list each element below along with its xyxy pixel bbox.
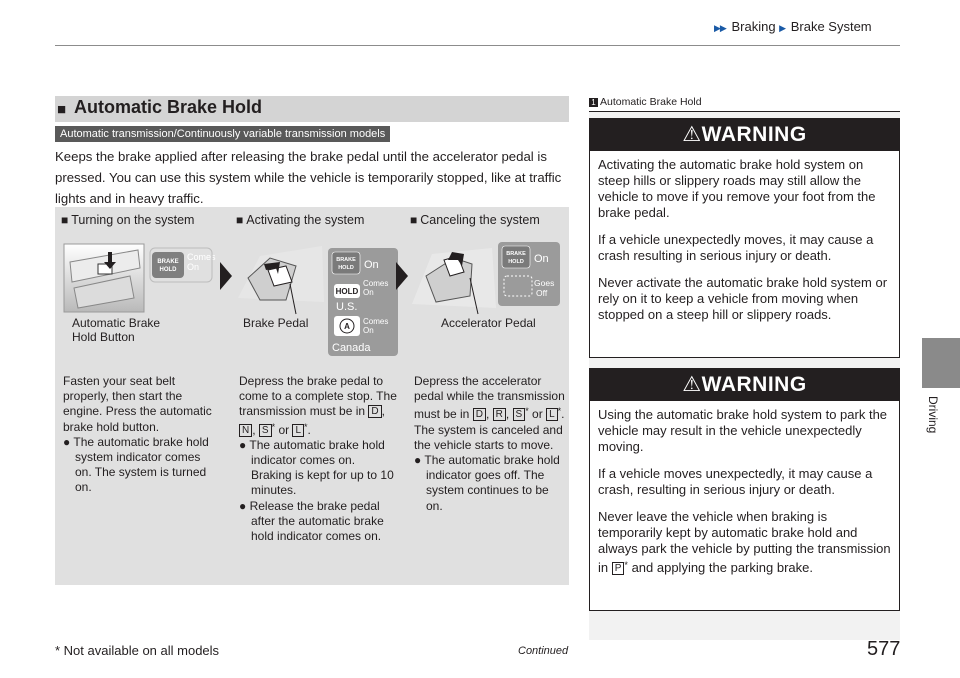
square-bullet-icon: ■ xyxy=(61,213,69,227)
breadcrumb-braking[interactable]: Braking xyxy=(731,19,776,34)
brake-hold-indicator-icon xyxy=(152,252,184,278)
gear-l-key: L xyxy=(292,424,304,437)
gear-r-key: R xyxy=(493,408,506,421)
reference-icon: 1 xyxy=(589,98,598,107)
col1-heading: ■ Turning on the system xyxy=(61,213,195,227)
section-title-bar xyxy=(55,96,569,122)
warning-triangle-icon: ⚠ xyxy=(682,373,702,396)
col1-text: Fasten your seat belt properly, then start the engine. Press the automatic brake hold button. ● The automatic brake hold system indicator comes on. The system is turned on. xyxy=(63,374,212,495)
gear-s-key: S xyxy=(513,408,526,421)
square-bullet-icon: ■ xyxy=(410,213,418,227)
warning-text: Using the automatic brake hold system to park the vehicle may result in the vehicle unexpectedly moving. xyxy=(598,407,888,454)
caption-brake-hold-button: Automatic Brake Hold Button xyxy=(72,316,161,344)
col2-text: Depress the brake pedal to come to a complete stop. The transmission must be in D , N , S * or L *. ● The automatic brake hold indicator comes on. Braking is kept for up to 10 minutes. ● Release the brake pedal after the automatic brake hold indicator comes on. xyxy=(239,374,397,544)
section-title: Automatic Brake Hold xyxy=(74,97,263,117)
breadcrumb xyxy=(714,19,872,34)
warning-text: Never activate the automatic brake hold system or rely on it to keep a vehicle from moving when stopped on a steep hill or slippery roads. xyxy=(598,275,888,322)
footnote: * Not available on all models xyxy=(55,643,220,658)
comes-on-label: On xyxy=(363,326,374,335)
col3-text: Depress the accelerator pedal while the transmission must be in D , R , S * or L *. The system is canceled and the vehicle starts to move. ● The automatic brake hold indicator goes off. The system continues to be on. xyxy=(414,374,565,513)
badge-text-2: HOLD xyxy=(338,265,354,271)
breadcrumb-arrow-icon: ▶ xyxy=(779,23,786,33)
square-bullet-icon: ■ xyxy=(236,213,244,227)
brake-pedal-illustration xyxy=(238,246,324,314)
warning-text: If a vehicle moves unexpectedly, it may cause a crash, resulting in serious injury or death. xyxy=(598,466,873,497)
sidebar-divider xyxy=(589,111,900,112)
us-label: U.S. xyxy=(336,301,358,313)
breadcrumb-brake-system[interactable]: Brake System xyxy=(790,19,872,34)
goes-off-label: Off xyxy=(536,288,548,298)
badge-text-1: BRAKE xyxy=(157,259,179,265)
gear-s-key: S xyxy=(259,424,272,437)
caption-brake-pedal: Brake Pedal xyxy=(243,316,309,330)
warning-triangle-icon: ⚠ xyxy=(682,123,702,146)
breadcrumb-arrow-icon: ▶▶ xyxy=(714,23,726,33)
gear-p-key: P xyxy=(612,562,625,575)
col2-heading: ■ Activating the system xyxy=(236,213,365,227)
warning-text: Never leave the vehicle when braking is temporarily kept by automatic brake hold and always park the vehicle by putting the transmission in P * and applying the parking brake. xyxy=(598,509,891,575)
comes-on-label: On xyxy=(363,288,374,297)
step-arrow-icon xyxy=(396,262,408,290)
continued-label: Continued xyxy=(518,645,569,657)
comes-on-label: Comes xyxy=(187,252,216,262)
badge-text-2: HOLD xyxy=(508,259,524,265)
chapter-tab[interactable] xyxy=(922,338,960,388)
badge-text-2: HOLD xyxy=(159,267,177,273)
accelerator-pedal-illustration xyxy=(412,248,496,314)
warning-header: ⚠WARNING xyxy=(590,119,899,151)
sidebar-reference-heading[interactable]: 1 Automatic Brake Hold xyxy=(589,96,702,108)
header-divider xyxy=(55,45,900,46)
square-bullet-icon: ■ xyxy=(57,101,67,118)
gear-d-key: D xyxy=(473,408,486,421)
gear-d-key: D xyxy=(368,405,381,418)
console-button-illustration xyxy=(64,244,144,312)
goes-off-label: Goes xyxy=(534,278,555,288)
gear-n-key: N xyxy=(239,424,252,437)
badge-text-1: BRAKE xyxy=(506,251,526,257)
model-applicability-tag: Automatic transmission/Continuously variable transmission models xyxy=(55,126,390,142)
svg-text:A: A xyxy=(344,322,350,331)
section-intro: Keeps the brake applied after releasing the brake pedal until the accelerator pedal is pressed. You can use this system while the vehicle is temporarily stopped, like at traffic lights and in heavy traffic. xyxy=(55,149,562,206)
comes-on-label: On xyxy=(187,262,200,272)
on-label: On xyxy=(364,259,379,271)
badge-text-1: BRAKE xyxy=(336,257,356,263)
comes-on-label: Comes xyxy=(363,317,389,326)
gear-l-key: L xyxy=(546,408,558,421)
warning-header: ⚠WARNING xyxy=(590,369,899,401)
chapter-tab-label: Driving xyxy=(926,396,940,434)
caption-accelerator-pedal: Accelerator Pedal xyxy=(441,316,536,330)
page-number: 577 xyxy=(867,638,901,660)
hold-icon: HOLD xyxy=(335,287,359,296)
warning-text: If a vehicle unexpectedly moves, it may cause a crash resulting in serious injury or death. xyxy=(598,232,874,263)
warning-box-2 xyxy=(589,368,900,611)
step-arrow-icon xyxy=(220,262,232,290)
on-label: On xyxy=(534,253,549,265)
warning-box-1 xyxy=(589,118,900,358)
warning-text: Activating the automatic brake hold system on steep hills or slippery roads may still allow the vehicle to move if you remove your foot from the brake pedal. xyxy=(598,157,876,220)
comes-on-label: Comes xyxy=(363,279,389,288)
col3-heading: ■ Canceling the system xyxy=(410,213,540,227)
canada-label: Canada xyxy=(332,342,371,354)
